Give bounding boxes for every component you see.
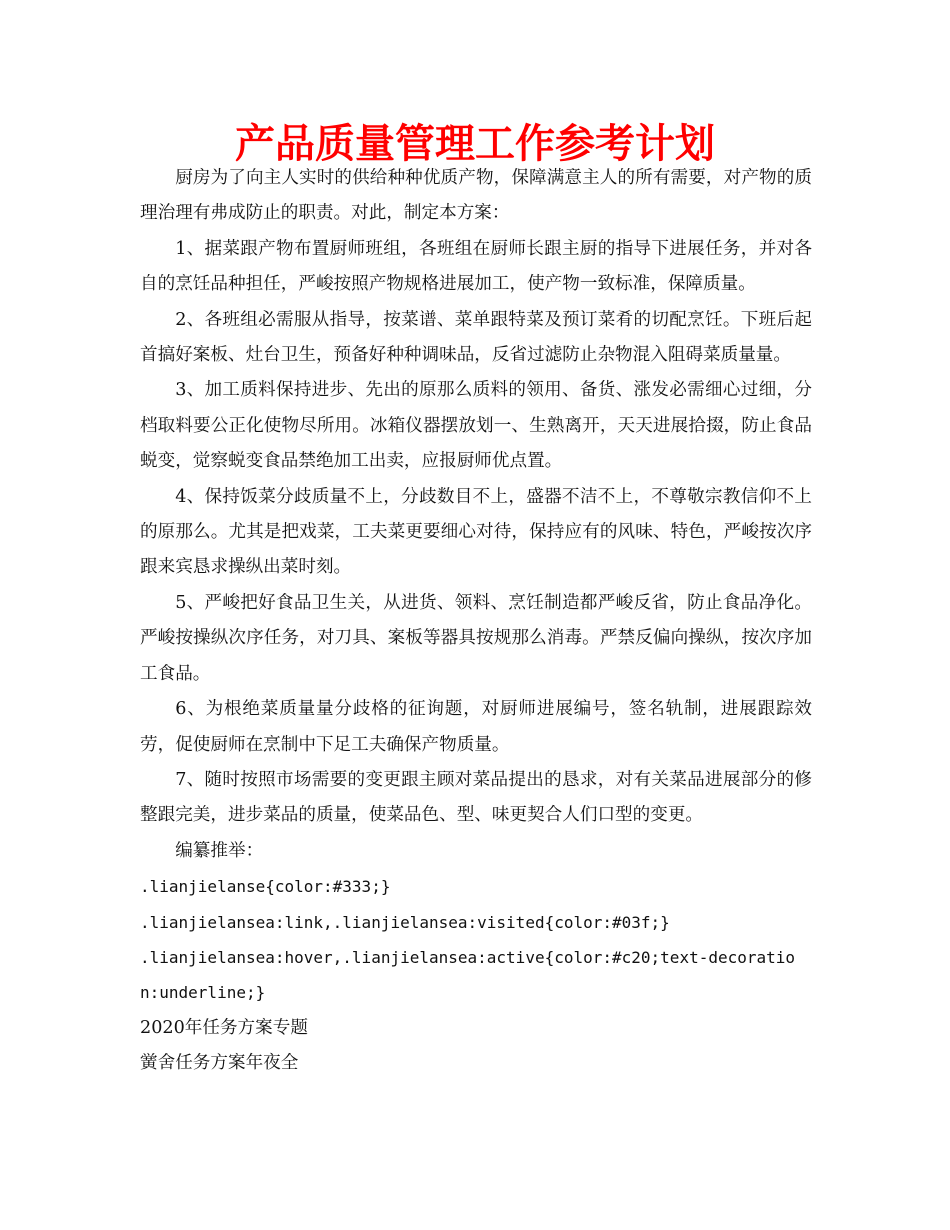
item-paragraph-7: 7、随时按照市场需要的变更跟主顾对菜品提出的恳求，对有关菜品进展部分的修整跟完美，进步菜品的质量，使菜品色、型、味更契合人们口型的变更。	[140, 769, 812, 826]
item-paragraph-4: 4、保持饭菜分歧质量不上，分歧数目不上，盛器不洁不上，不尊敬宗教信仰不上的原那么。尤其是把戏菜，工夫菜更要细心对待，保持应有的风味、特色，严峻按次序跟来宾恳求操纵出菜时刻。	[140, 486, 812, 578]
item-paragraph-6: 6、为根绝菜质量量分歧格的征询题，对厨师进展编号，签名轨制，进展跟踪效劳，促使厨师在烹制中下足工夫确保产物质量。	[140, 699, 812, 755]
item-paragraph-5: 5、严峻把好食品卫生关，从进货、领料、烹饪制造都严峻反省，防止食品净化。严峻按操纵次序任务，对刀具、案板等器具按规那么消毒。严禁反偏向操纵，按次序加工食品。	[140, 592, 812, 684]
editor-recommend-label: 编纂推举：	[175, 840, 264, 861]
related-link[interactable]: 2020年任务方案专题	[140, 1017, 308, 1038]
css-code-line: .lianjielansea:link,.lianjielansea:visited{color:#03f;}	[140, 912, 670, 932]
css-code-line: .lianjielanse{color:#333;}	[140, 877, 391, 897]
css-code-line: .lianjielansea:hover,.lianjielansea:active{color:#c20;text-decoration:underline;}	[140, 947, 796, 1003]
intro-paragraph: 厨房为了向主人实时的供给种种优质产物，保障满意主人的所有需要，对产物的质理治理有弗成防止的职责。对此，制定本方案：	[140, 168, 812, 224]
item-paragraph-1: 1、据菜跟产物布置厨师班组，各班组在厨师长跟主厨的指导下进展任务，并对各自的烹饪品种担任，严峻按照产物规格进展加工，使产物一致标准，保障质量。	[140, 238, 812, 295]
item-paragraph-2: 2、各班组必需服从指导，按菜谱、菜单跟特菜及预订菜肴的切配烹饪。下班后起首搞好案板、灶台卫生，预备好种种调味品，反省过滤防止杂物混入阻碍菜质量量。	[140, 309, 812, 366]
related-link[interactable]: 黉舍任务方案年夜全	[140, 1053, 299, 1074]
document-body	[140, 161, 812, 1082]
item-paragraph-3: 3、加工质料保持进步、先出的原那么质料的领用、备货、涨发必需细心过细，分档取料要公正化使物尽所用。冰箱仪器摆放划一、生熟离开，天天进展拾掇，防止食品蜕变，觉察蜕变食品禁绝加工出卖，应报厨师优点置。	[140, 380, 812, 472]
document-title: 产品质量管理工作参考计划	[235, 120, 715, 167]
